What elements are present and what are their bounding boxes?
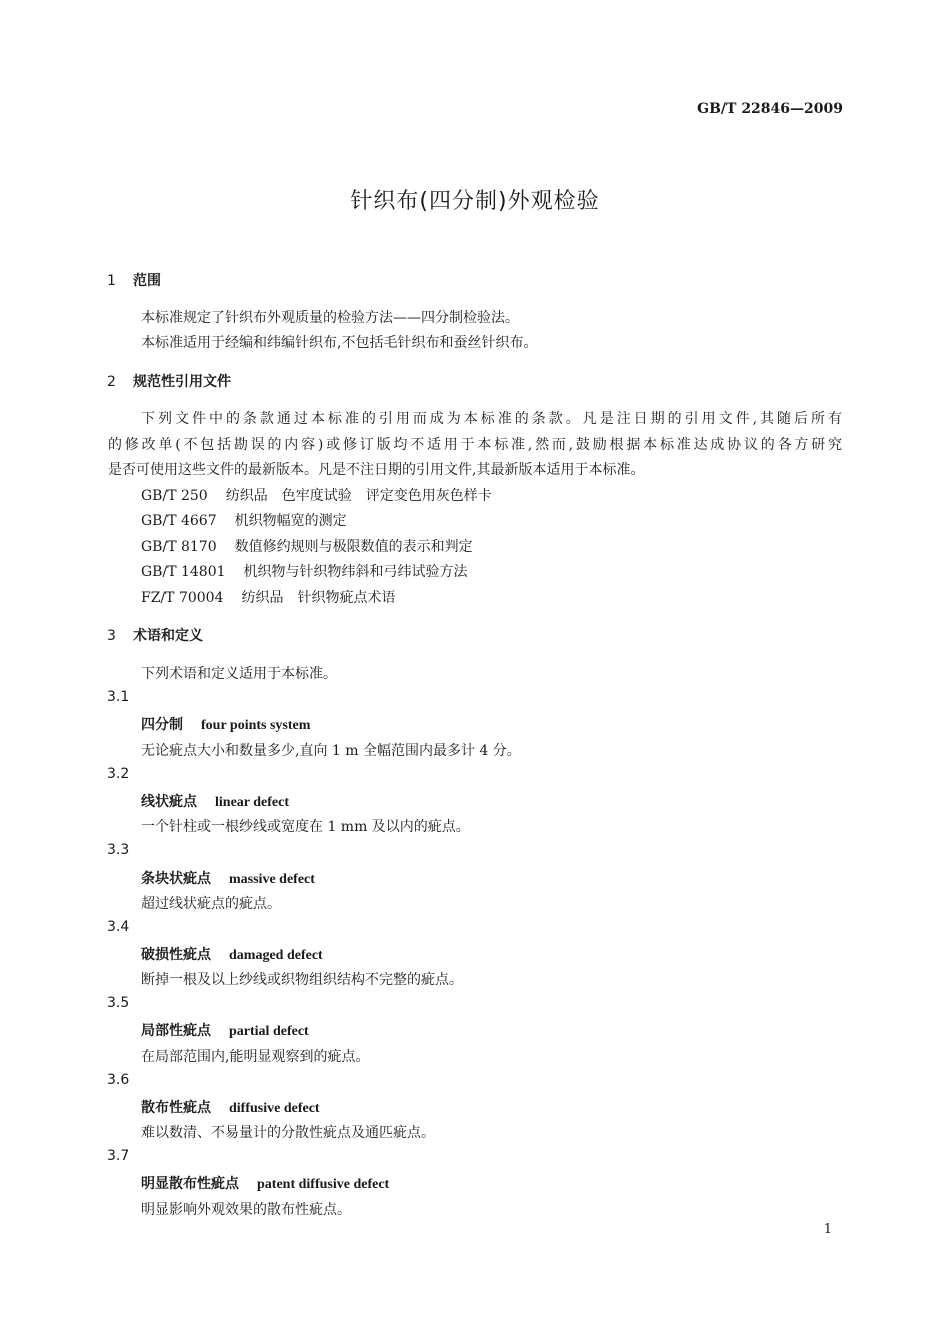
term-definition: 超过线状疵点的疵点。 bbox=[141, 896, 281, 912]
term-zh: 线状疵点 bbox=[141, 794, 197, 810]
term-heading bbox=[141, 1020, 309, 1040]
term-heading bbox=[141, 1173, 389, 1193]
term-definition: 明显影响外观效果的散布性疵点。 bbox=[141, 1202, 351, 1218]
reference-code: GB/T 4667 bbox=[141, 513, 217, 529]
reference-title: 机织物幅宽的测定 bbox=[234, 513, 347, 529]
section-1-heading bbox=[107, 270, 161, 290]
term-zh: 散布性疵点 bbox=[141, 1100, 211, 1116]
section-3-heading bbox=[107, 625, 203, 645]
term-definition: 无论疵点大小和数量多少,直向 1 m 全幅范围内最多计 4 分。 bbox=[141, 743, 521, 759]
reference-item bbox=[141, 536, 473, 556]
page-number: 1 bbox=[823, 1222, 832, 1237]
page-title: 针织布(四分制)外观检验 bbox=[350, 189, 600, 214]
reference-item bbox=[141, 587, 395, 607]
reference-code: GB/T 14801 bbox=[141, 564, 226, 580]
term-en: patent diffusive defect bbox=[257, 1177, 390, 1192]
reference-title: 纺织品 针织物疵点术语 bbox=[241, 590, 396, 606]
term-definition: 难以数清、不易量计的分散性疵点及通匹疵点。 bbox=[141, 1125, 435, 1141]
term-en: four points system bbox=[201, 718, 311, 733]
standard-id: GB/T 22846—2009 bbox=[697, 101, 843, 117]
section-title: 范围 bbox=[133, 273, 161, 289]
paragraph: 本标准规定了针织布外观质量的检验方法——四分制检验法。 bbox=[141, 310, 519, 326]
term-heading bbox=[141, 944, 323, 964]
term-en: linear defect bbox=[215, 795, 289, 810]
section-title: 规范性引用文件 bbox=[133, 374, 231, 390]
reference-code: GB/T 8170 bbox=[141, 539, 217, 555]
term-number: 3.2 bbox=[107, 766, 130, 782]
term-en: massive defect bbox=[229, 872, 315, 887]
section-number: 3 bbox=[107, 628, 116, 644]
reference-title: 机织物与针织物纬斜和弓纬试验方法 bbox=[243, 564, 468, 580]
term-number: 3.6 bbox=[107, 1072, 130, 1088]
term-number: 3.7 bbox=[107, 1148, 130, 1164]
section-2-heading bbox=[107, 371, 231, 391]
term-heading bbox=[141, 791, 289, 811]
term-zh: 局部性疵点 bbox=[141, 1023, 211, 1039]
term-heading bbox=[141, 714, 310, 734]
term-en: diffusive defect bbox=[229, 1101, 320, 1116]
reference-code: FZ/T 70004 bbox=[141, 590, 224, 606]
reference-item bbox=[141, 510, 347, 530]
term-en: damaged defect bbox=[229, 948, 323, 963]
term-zh: 四分制 bbox=[141, 717, 183, 733]
paragraph: 本标准适用于经编和纬编针织布,不包括毛针织布和蚕丝针织布。 bbox=[141, 335, 538, 351]
term-number: 3.1 bbox=[107, 689, 130, 705]
reference-item bbox=[141, 561, 468, 581]
section-number: 1 bbox=[107, 273, 116, 289]
term-number: 3.5 bbox=[107, 995, 130, 1011]
paragraph-line: 是否可使用这些文件的最新版本。凡是不注日期的引用文件,其最新版本适用于本标准。 bbox=[108, 462, 645, 478]
section-title: 术语和定义 bbox=[133, 628, 203, 644]
term-zh: 破损性疵点 bbox=[141, 947, 211, 963]
reference-title: 纺织品 色牢度试验 评定变色用灰色样卡 bbox=[225, 488, 492, 504]
term-heading bbox=[141, 1097, 320, 1117]
term-zh: 明显散布性疵点 bbox=[141, 1176, 239, 1192]
term-en: partial defect bbox=[229, 1024, 309, 1039]
term-number: 3.3 bbox=[107, 842, 130, 858]
paragraph-line: 下列文件中的条款通过本标准的引用而成为本标准的条款。凡是注日期的引用文件,其随后所有 bbox=[141, 411, 842, 427]
term-definition: 一个针柱或一根纱线或宽度在 1 mm 及以内的疵点。 bbox=[141, 819, 470, 835]
term-definition: 断掉一根及以上纱线或织物组织结构不完整的疵点。 bbox=[141, 972, 463, 988]
section-number: 2 bbox=[107, 374, 116, 390]
term-zh: 条块状疵点 bbox=[141, 871, 211, 887]
paragraph: 下列术语和定义适用于本标准。 bbox=[141, 666, 337, 682]
reference-item bbox=[141, 485, 492, 505]
term-number: 3.4 bbox=[107, 919, 130, 935]
paragraph-line: 的修改单(不包括勘误的内容)或修订版均不适用于本标准,然而,鼓励根据本标准达成协议的各方研究 bbox=[108, 437, 842, 453]
term-heading bbox=[141, 868, 315, 888]
reference-title: 数值修约规则与极限数值的表示和判定 bbox=[234, 539, 473, 555]
term-definition: 在局部范围内,能明显观察到的疵点。 bbox=[141, 1049, 370, 1065]
reference-code: GB/T 250 bbox=[141, 488, 208, 504]
